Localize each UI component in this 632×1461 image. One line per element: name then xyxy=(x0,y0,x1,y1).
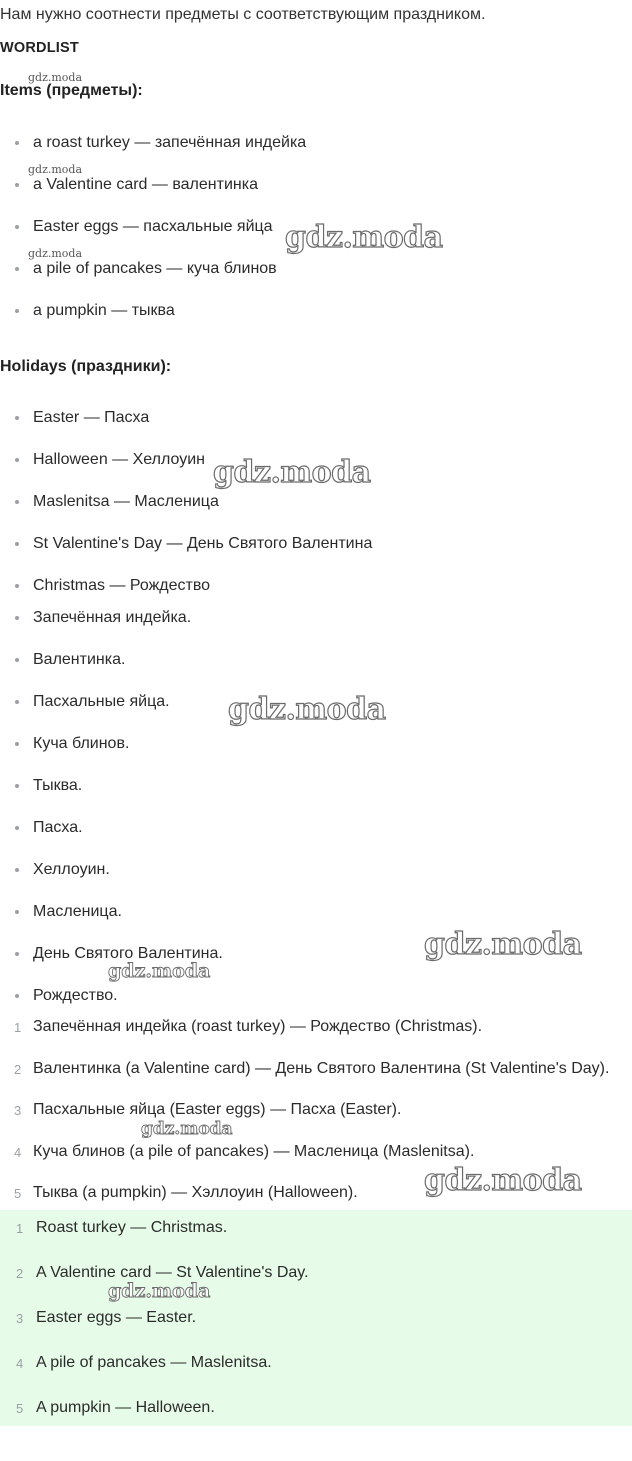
bullet-icon xyxy=(15,616,19,620)
item-number: 5 xyxy=(14,1186,22,1201)
items-heading: Items (предметы): xyxy=(0,82,143,99)
watermark-small: gdz.moda xyxy=(28,71,83,84)
translation-text: Хеллоуин. xyxy=(33,861,110,878)
bullet-icon xyxy=(15,542,19,546)
bullet-icon xyxy=(15,910,19,914)
answer-box xyxy=(0,1210,632,1426)
watermark-small: gdz.moda xyxy=(28,247,83,260)
holidays-heading: Holidays (праздники): xyxy=(0,358,172,375)
bullet-icon xyxy=(15,584,19,588)
translation-text: День Святого Валентина. xyxy=(33,945,223,962)
bullet-icon xyxy=(15,784,19,788)
item-number: 2 xyxy=(14,1061,22,1077)
holiday-text: Easter — Пасха xyxy=(33,409,150,426)
holiday-text: Halloween — Хеллоуин xyxy=(33,451,205,468)
item-text: a roast turkey — запечённая индейка xyxy=(33,134,307,151)
item-text: a Valentine card — валентинка xyxy=(33,176,258,193)
watermark-small: gdz.moda xyxy=(28,163,83,176)
bullet-icon xyxy=(15,952,19,956)
bullet-icon xyxy=(15,868,19,872)
translation-text: Куча блинов. xyxy=(33,735,130,752)
watermark: gdz.moda xyxy=(424,1163,582,1198)
item-number: 3 xyxy=(16,1311,24,1326)
bullet-icon xyxy=(15,658,19,662)
watermark: gdz.moda xyxy=(228,692,386,727)
translation-text: Тыква. xyxy=(33,777,83,794)
item-number: 1 xyxy=(14,1020,22,1035)
holiday-text: St Valentine's Day — День Святого Валентина xyxy=(33,535,373,552)
translation-text: Масленица. xyxy=(33,903,122,920)
watermark: gdz.moda xyxy=(141,1119,233,1139)
holiday-text: Christmas — Рождество xyxy=(33,577,211,594)
match-text: Тыква (a pumpkin) — Хэллоуин (Halloween). xyxy=(33,1184,358,1201)
bullet-icon xyxy=(15,309,19,313)
bullet-icon xyxy=(15,225,19,229)
watermark: gdz.moda xyxy=(108,1280,211,1302)
match-text: Куча блинов (a pile of pancakes) — Масленица (Maslenitsa). xyxy=(33,1142,475,1160)
translation-text: Пасха. xyxy=(33,819,83,836)
translation-text: Рождество. xyxy=(33,987,118,1004)
translation-text: Запечённая индейка. xyxy=(33,609,192,626)
bullet-icon xyxy=(15,500,19,504)
bullet-icon xyxy=(15,826,19,830)
watermark: gdz.moda xyxy=(108,960,211,982)
item-number: 3 xyxy=(14,1103,22,1118)
match-text: Валентинка (a Valentine card) — День Святого Валентина (St Valentine's Day). xyxy=(33,1059,610,1077)
item-number: 4 xyxy=(14,1144,22,1160)
item-number: 2 xyxy=(16,1266,24,1281)
translation-text: Валентинка. xyxy=(33,651,126,668)
watermark: gdz.moda xyxy=(285,220,443,255)
item-number: 4 xyxy=(16,1356,24,1371)
bullet-icon xyxy=(15,416,19,420)
item-text: a pile of pancakes — куча блинов xyxy=(33,260,277,277)
answer-text: Roast turkey — Christmas. xyxy=(36,1219,228,1236)
bullet-icon xyxy=(15,700,19,704)
answer-text: A Valentine card — St Valentine's Day. xyxy=(36,1264,309,1281)
watermark: gdz.moda xyxy=(213,455,371,490)
bullet-icon xyxy=(15,458,19,462)
item-text: Easter eggs — пасхальные яйца xyxy=(33,218,273,235)
watermark: gdz.moda xyxy=(424,927,582,962)
match-text: Пасхальные яйца (Easter eggs) — Пасха (Easter). xyxy=(33,1101,402,1118)
item-text: a pumpkin — тыква xyxy=(33,302,175,319)
wordlist-heading: WORDLIST xyxy=(0,40,79,56)
intro-text: Нам нужно соотнести предметы с соответствующим праздником. xyxy=(0,6,486,23)
answer-text: A pumpkin — Halloween. xyxy=(36,1399,215,1416)
bullet-icon xyxy=(15,267,19,271)
match-text: Запечённая индейка (roast turkey) — Рождество (Christmas). xyxy=(33,1018,483,1035)
holiday-text: Maslenitsa — Масленица xyxy=(33,493,219,510)
answer-text: Easter eggs — Easter. xyxy=(36,1309,197,1326)
answer-text: A pile of pancakes — Maslenitsa. xyxy=(36,1354,272,1371)
bullet-icon xyxy=(15,141,19,145)
translation-text: Пасхальные яйца. xyxy=(33,693,170,710)
item-number: 5 xyxy=(16,1401,24,1416)
bullet-icon xyxy=(15,183,19,187)
bullet-icon xyxy=(15,742,19,746)
bullet-icon xyxy=(15,994,19,998)
item-number: 1 xyxy=(16,1221,24,1236)
